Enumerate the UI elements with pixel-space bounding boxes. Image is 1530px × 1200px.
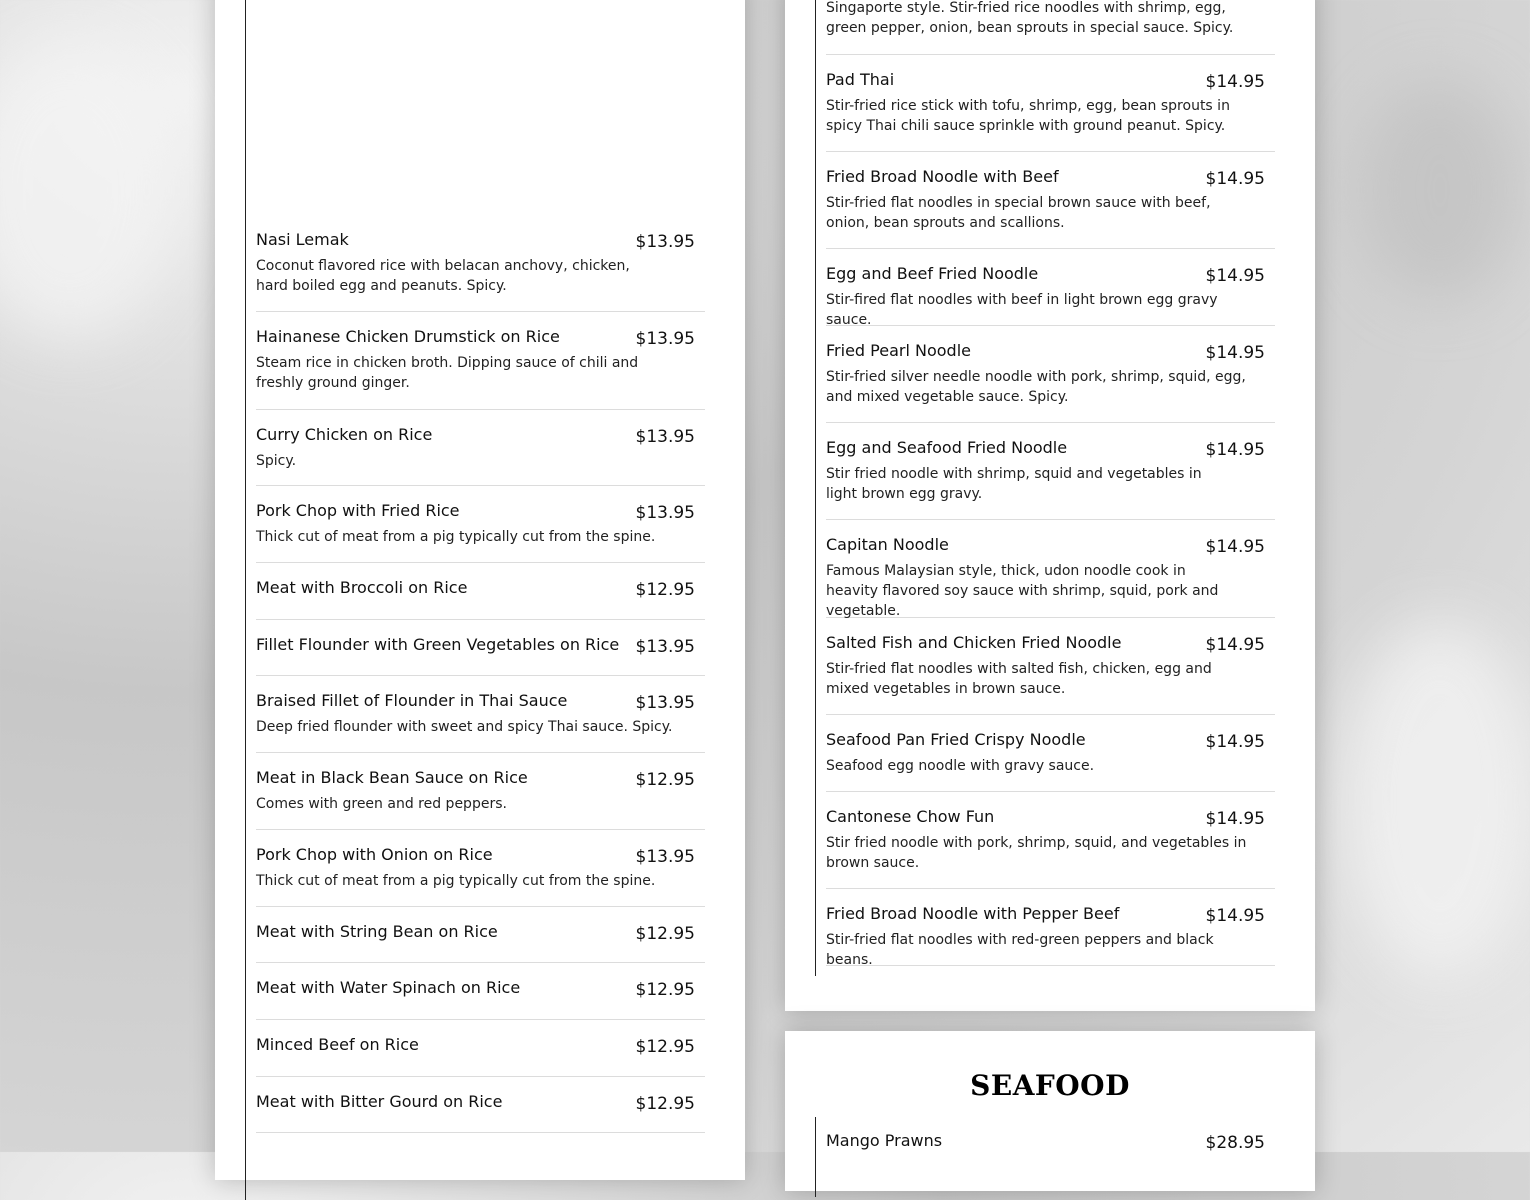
item-description: Spicy. — [256, 453, 297, 469]
item-name: Meat with Bitter Gourd on Rice — [256, 1092, 503, 1111]
item-name: Pork Chop with Onion on Rice — [256, 845, 493, 864]
list-item — [256, 1035, 705, 1077]
item-description: Thick cut of meat from a pig typically cut from the spine. — [256, 873, 656, 889]
item-price: $12.95 — [635, 980, 695, 1000]
list-item — [826, 904, 1275, 966]
item-price: $12.95 — [635, 770, 695, 790]
item-name: Nasi Lemak — [256, 230, 349, 249]
item-price: $13.95 — [635, 232, 695, 252]
item-name: Mango Prawns — [826, 1131, 943, 1150]
item-price: $14.95 — [1205, 635, 1265, 655]
item-name: Hainanese Chicken Drumstick on Rice — [256, 327, 560, 346]
item-name: Meat with String Bean on Rice — [256, 922, 498, 941]
item-price: $12.95 — [635, 924, 695, 944]
item-name: Meat with Broccoli on Rice — [256, 578, 468, 597]
item-name: Fillet Flounder with Green Vegetables on Rice — [256, 635, 620, 654]
background-blur — [1360, 80, 1520, 300]
list-item — [826, 70, 1275, 152]
list-item — [256, 327, 705, 410]
rice-dishes-card — [215, 0, 745, 1180]
list-item — [826, 1131, 1275, 1171]
item-price: $14.95 — [1205, 266, 1265, 286]
seafood-card — [785, 1031, 1315, 1191]
list-item — [256, 922, 705, 963]
menu-list-seafood — [815, 1117, 1276, 1197]
item-name: Cantonese Chow Fun — [826, 807, 995, 826]
item-description: Steam rice in chicken broth. Dipping sauce of chili and freshly ground ginger. — [256, 355, 639, 391]
item-description: Stir-fried flat noodles with red-green peppers and black beans. — [826, 932, 1214, 968]
background-blur — [1340, 620, 1530, 980]
list-item — [826, 807, 1275, 889]
item-name: Egg and Seafood Fried Noodle — [826, 438, 1068, 457]
item-price: $13.95 — [635, 847, 695, 867]
list-item — [256, 578, 705, 620]
item-name: Pad Thai — [826, 70, 895, 89]
section-title: SEAFOOD — [970, 1069, 1130, 1102]
item-description: Stir-fried silver needle noodle with pork, shrimp, squid, egg, and mixed vegetable sauce. Spicy. — [826, 369, 1246, 405]
item-description: Seafood egg noodle with gravy sauce. — [826, 758, 1095, 774]
item-description: Stir fried noodle with shrimp, squid and vegetables in light brown egg gravy. — [826, 466, 1202, 502]
item-description: Singaporte style. Stir-fried rice noodles with shrimp, egg, green pepper, onion, bean sprouts in special sauce. Spicy. — [826, 0, 1234, 36]
list-item — [826, 0, 1275, 55]
item-price: $28.95 — [1205, 1133, 1265, 1153]
item-price: $13.95 — [635, 329, 695, 349]
item-name: Seafood Pan Fried Crispy Noodle — [826, 730, 1086, 749]
item-description: Stir-fired flat noodles with beef in light brown egg gravy sauce. — [826, 292, 1218, 328]
item-price: $13.95 — [635, 503, 695, 523]
list-item — [256, 501, 705, 563]
item-description: Stir-fried flat noodles in special brown sauce with beef, onion, bean sprouts and scallions. — [826, 195, 1211, 231]
item-description: Famous Malaysian style, thick, udon noodle cook in heavity flavored soy sauce with shrimp, squid, pork and vegetable. — [826, 563, 1219, 619]
item-name: Capitan Noodle — [826, 535, 949, 554]
item-price: $14.95 — [1205, 169, 1265, 189]
noodle-dishes-card — [785, 0, 1315, 1011]
item-name: Salted Fish and Chicken Fried Noodle — [826, 633, 1122, 652]
list-item — [256, 1092, 705, 1133]
item-description: Coconut flavored rice with belacan anchovy, chicken, hard boiled egg and peanuts. Spicy. — [256, 258, 630, 294]
item-name: Fried Broad Noodle with Pepper Beef — [826, 904, 1120, 923]
item-price: $14.95 — [1205, 906, 1265, 926]
menu-list-noodles — [815, 0, 1276, 976]
list-item — [826, 341, 1275, 423]
list-item — [256, 230, 705, 312]
list-item — [826, 535, 1275, 618]
item-price: $14.95 — [1205, 343, 1265, 363]
item-name: Minced Beef on Rice — [256, 1035, 419, 1054]
item-price: $13.95 — [635, 637, 695, 657]
list-item — [826, 438, 1275, 520]
item-price: $12.95 — [635, 580, 695, 600]
item-name: Curry Chicken on Rice — [256, 425, 433, 444]
background-blur — [0, 40, 180, 340]
list-item — [826, 633, 1275, 715]
list-item — [256, 635, 705, 676]
item-name: Braised Fillet of Flounder in Thai Sauce — [256, 691, 568, 710]
item-description: Comes with green and red peppers. — [256, 796, 507, 812]
item-description: Thick cut of meat from a pig typically cut from the spine. — [256, 529, 656, 545]
item-description: Stir-fried flat noodles with salted fish, chicken, egg and mixed vegetables in brown sauce. — [826, 661, 1212, 697]
list-item — [256, 691, 705, 753]
item-name: Fried Pearl Noodle — [826, 341, 971, 360]
item-name: Meat with Water Spinach on Rice — [256, 978, 521, 997]
list-item — [256, 978, 705, 1020]
list-item — [826, 167, 1275, 249]
item-price: $13.95 — [635, 693, 695, 713]
item-price: $14.95 — [1205, 732, 1265, 752]
item-price: $12.95 — [635, 1037, 695, 1057]
list-item — [826, 730, 1275, 792]
item-price: $14.95 — [1205, 537, 1265, 557]
item-price: $14.95 — [1205, 440, 1265, 460]
item-name: Fried Broad Noodle with Beef — [826, 167, 1059, 186]
item-description: Stir fried noodle with pork, shrimp, squid, and vegetables in brown sauce. — [826, 835, 1247, 871]
item-price: $14.95 — [1205, 809, 1265, 829]
item-price: $12.95 — [635, 1094, 695, 1114]
item-name: Meat in Black Bean Sauce on Rice — [256, 768, 528, 787]
item-price: $13.95 — [635, 427, 695, 447]
item-price: $14.95 — [1205, 72, 1265, 92]
list-item — [256, 425, 705, 486]
list-item — [256, 845, 705, 907]
item-description: Stir-fried rice stick with tofu, shrimp, egg, bean sprouts in spicy Thai chili sauce sprinkle with ground peanut. Spicy. — [826, 98, 1230, 134]
list-item — [826, 264, 1275, 326]
item-description: Deep fried flounder with sweet and spicy Thai sauce. Spicy. — [256, 719, 673, 735]
item-name: Pork Chop with Fried Rice — [256, 501, 460, 520]
menu-list-rice — [245, 0, 706, 1200]
list-item — [256, 768, 705, 830]
item-name: Egg and Beef Fried Noodle — [826, 264, 1039, 283]
